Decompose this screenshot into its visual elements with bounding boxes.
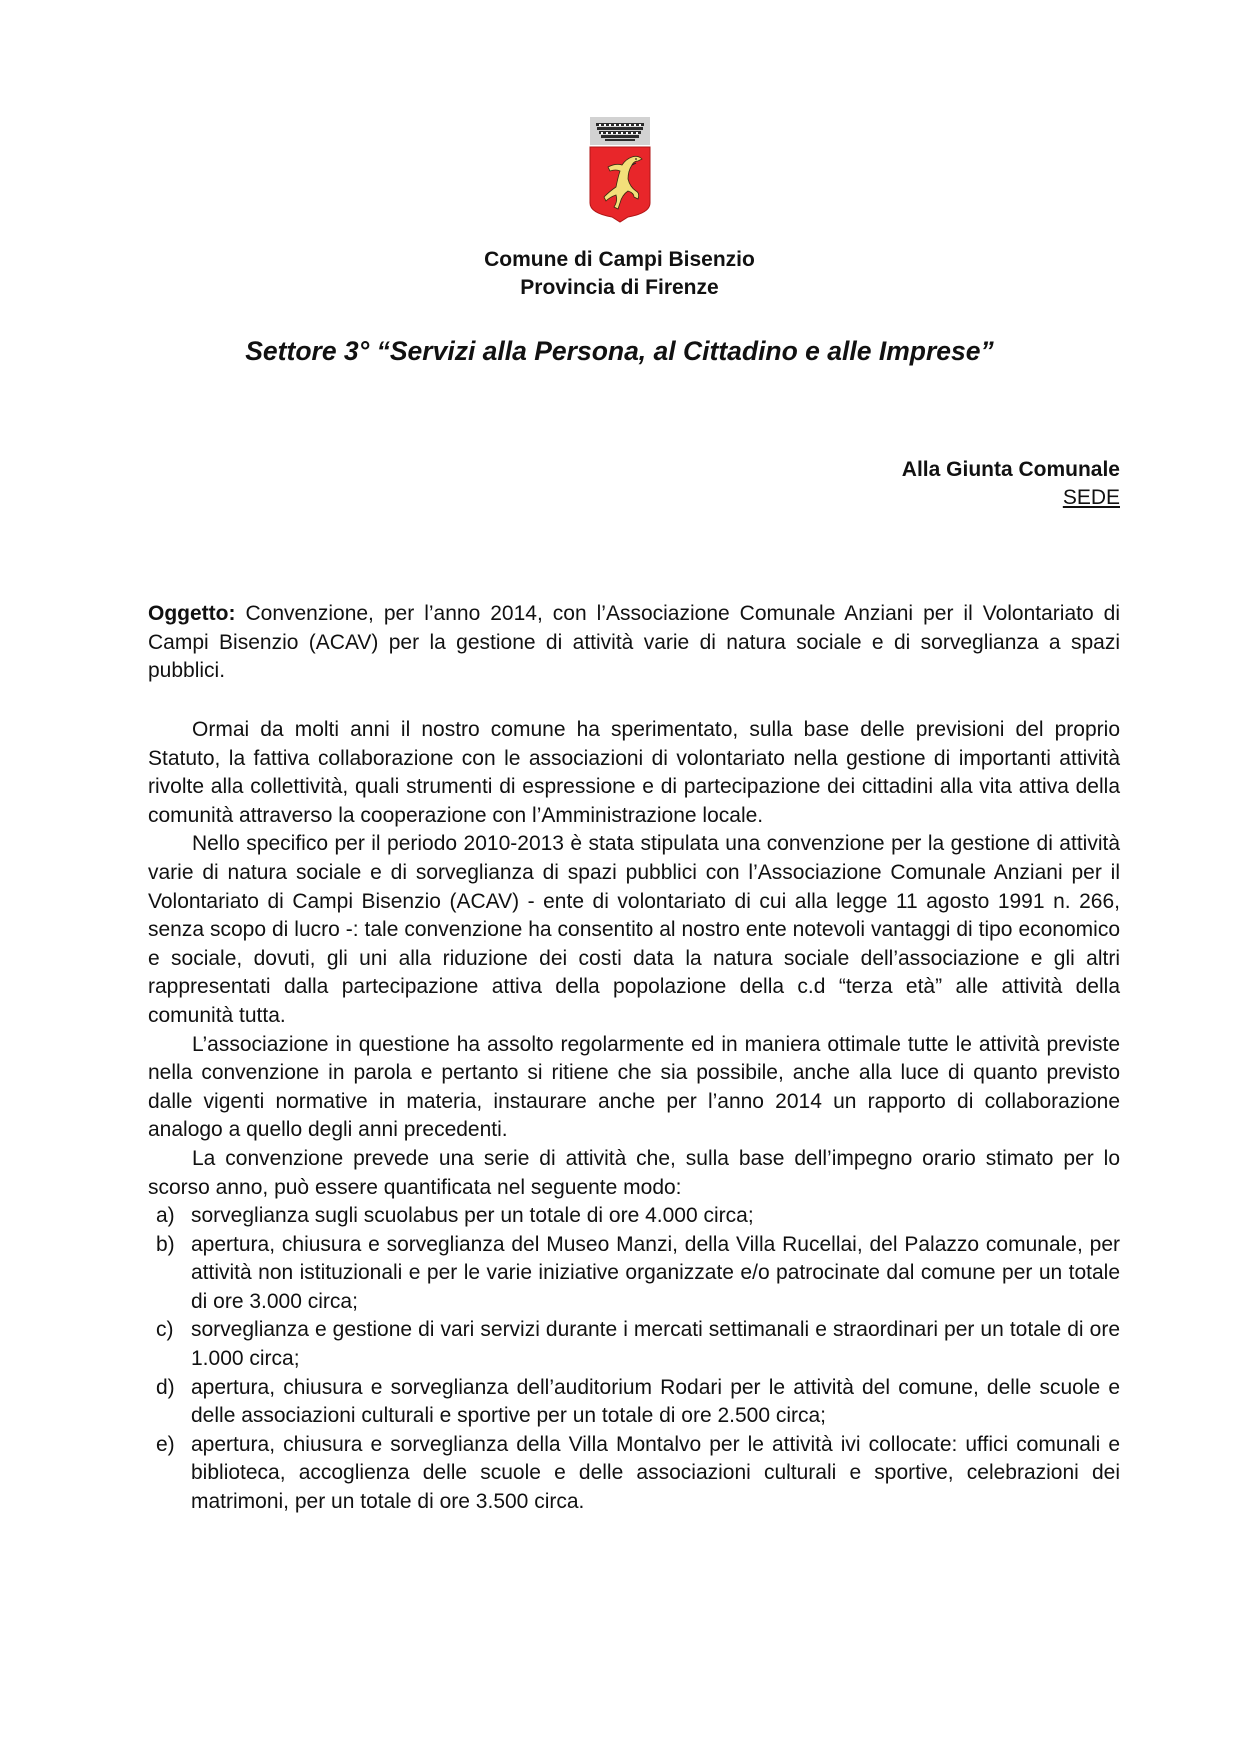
body-paragraph: Ormai da molti anni il nostro comune ha sperimentato, sulla base delle previsioni del proprio Statuto, la fattiva collaborazione con le associazioni di volontariato nella gestione di importanti attività rivolte alla collettività, quali strumenti di espressione e di partecipazione dei cittadini alla vita attiva della comunità attraverso la cooperazione con l’Amministrazione locale. [148,718,1120,827]
activity-text: apertura, chiusura e sorveglianza dell’auditorium Rodari per le attività del comune, delle scuole e delle associazioni culturali e sportive per un totale di ore 2.500 circa; [191,1375,1120,1428]
activity-item [148,1374,1120,1431]
subject-label: Oggetto: [148,602,236,625]
recipient-location: SEDE [1062,486,1120,509]
coat-of-arms-icon [588,115,652,223]
activity-item [148,1202,1120,1231]
body-paragraph: La convenzione prevede una serie di attività che, sulla base dell’impegno orario stimato per lo scorso anno, può essere quantificata nel seguente modo: [148,1146,1120,1199]
sector-title: Settore 3° “Servizi alla Persona, al Cittadino e alle Imprese” [245,336,994,366]
activity-letter: e) [156,1432,175,1456]
entity-name: Comune di Campi Bisenzio [484,248,755,271]
body-paragraph: Nello specifico per il periodo 2010-2013 è stata stipulata una convenzione per la gestione di attività varie di natura sociale e di sorveglianza di spazi pubblici con l’Associazione Comunale Anziani per il Volontariato di Campi Bisenzio (ACAV) - ente di volontariato di cui alla legge 11 agosto 1991 n. 266, senza scopo di lucro -: tale convenzione ha consentito al nostro ente notevoli vantaggi di tipo economico e sociale, dovuti, gli uni alla riduzione dei costi data la natura sociale dell’associazione e gli altri rappresentati dalla partecipazione attiva della popolazione della c.d “terza età” alle attività della comunità tutta. [148,832,1120,1027]
subject-text: Convenzione, per l’anno 2014, con l’Associazione Comunale Anziani per il Volontariato di Campi Bisenzio (ACAV) per la gestione di attività varie di natura sociale e di sorveglianza a spazi pubblici. [148,602,1120,683]
activity-text: apertura, chiusura e sorveglianza del Museo Manzi, della Villa Rucellai, del Palazzo comunale, per attività non istituzionali e per le varie iniziative organizzate e/o patrocinate dal comune per un totale di ore 3.000 circa; [191,1232,1120,1313]
activity-letter: d) [156,1375,175,1399]
activity-letter: c) [156,1318,174,1342]
recipient-addressee: Alla Giunta Comunale [901,458,1120,481]
activity-item [148,1431,1120,1517]
recipient-block [902,456,1120,512]
subject-line [148,600,1120,686]
activity-text: sorveglianza sugli scuolabus per un totale di ore 4.000 circa; [191,1204,754,1228]
activity-list [148,1202,1120,1517]
activity-text: apertura, chiusura e sorveglianza della Villa Montalvo per le attività ivi collocate: uffici comunali e biblioteca, accoglienza delle scuole e delle associazioni culturali e sportive, celebrazioni dei matrimoni, per un totale di ore 3.500 circa. [191,1432,1120,1514]
body-paragraph: L’associazione in questione ha assolto regolarmente ed in maniera ottimale tutte le attività previste nella convenzione in parola e pertanto si ritiene che sia possibile, anche alla luce di quanto previsto dalle vigenti normative in materia, instaurare anche per l’anno 2014 un rapporto di collaborazione analogo a quello degli anni precedenti. [148,1032,1120,1142]
activity-letter: b) [156,1232,175,1256]
activity-text: sorveglianza e gestione di vari servizi durante i mercati settimanali e straordinari per un totale di ore 1.000 circa; [191,1318,1120,1371]
activity-item [148,1231,1120,1317]
activity-item [148,1316,1120,1373]
letter-body [148,716,1120,1517]
activity-letter: a) [156,1204,175,1228]
province-name: Provincia di Firenze [520,276,719,299]
